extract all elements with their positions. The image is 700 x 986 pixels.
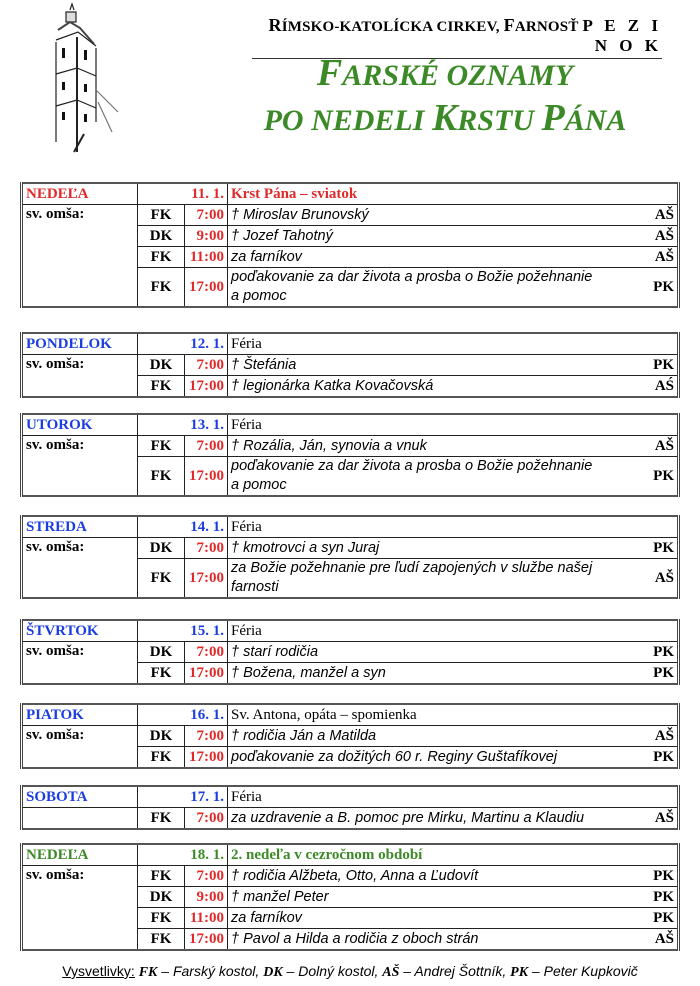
church: FK bbox=[138, 268, 185, 308]
mass-time: 11:00 bbox=[185, 247, 228, 268]
mass-intention: za uzdravenie a B. pomoc pre Mirku, Martinu a Klaudiu bbox=[231, 809, 585, 826]
mass-intention-cell bbox=[228, 538, 679, 559]
mass-label: sv. omša: bbox=[22, 355, 138, 398]
day-header-row bbox=[22, 620, 679, 642]
mass-intention: poďakovanie za dožitých 60 r. Reginy Guštafíkovej bbox=[231, 748, 558, 765]
celebrant: AŠ bbox=[654, 206, 674, 223]
legend-pk-text: – Peter Kupkovič bbox=[528, 963, 638, 979]
legend-dk-text: – Dolný kostol, bbox=[282, 963, 383, 979]
mass-intention-cell bbox=[228, 226, 679, 247]
celebrant: AŚ bbox=[654, 377, 674, 394]
day-date: 15. 1. bbox=[138, 620, 228, 642]
mass-row bbox=[22, 866, 679, 887]
mass-time: 17:00 bbox=[185, 376, 228, 398]
mass-row bbox=[22, 436, 679, 457]
legend-dk: DK bbox=[263, 965, 283, 980]
mass-time: 7:00 bbox=[185, 205, 228, 226]
celebrant: PK bbox=[653, 664, 674, 681]
day-table bbox=[20, 515, 680, 599]
day-table bbox=[20, 413, 680, 497]
mass-row bbox=[22, 355, 679, 376]
mass-intention-cell bbox=[228, 247, 679, 268]
day-date: 12. 1. bbox=[138, 333, 228, 355]
mass-intention-cell bbox=[228, 268, 679, 308]
mass-intention: † Jozef Tahotný bbox=[231, 227, 333, 244]
day-date: 14. 1. bbox=[138, 516, 228, 538]
org-town: P E Z I N O K bbox=[582, 16, 662, 55]
mass-time: 9:00 bbox=[185, 887, 228, 908]
celebrant: PK bbox=[653, 888, 674, 905]
title-line2-c: ÁNA bbox=[564, 104, 627, 137]
mass-time: 7:00 bbox=[185, 726, 228, 747]
mass-intention-cell bbox=[228, 205, 679, 226]
mass-intention-cell bbox=[228, 457, 679, 497]
mass-row bbox=[22, 726, 679, 747]
celebrant: PK bbox=[653, 643, 674, 660]
celebrant: AŠ bbox=[654, 930, 674, 947]
legend-fk: FK bbox=[138, 965, 158, 980]
mass-intention-cell bbox=[228, 887, 679, 908]
mass-intention: † Božena, manžel a syn bbox=[231, 664, 386, 681]
mass-time: 17:00 bbox=[185, 268, 228, 308]
celebrant: PK bbox=[653, 467, 674, 484]
church: FK bbox=[138, 376, 185, 398]
mass-label: sv. omša: bbox=[22, 642, 138, 685]
day-table bbox=[20, 785, 680, 830]
church: FK bbox=[138, 866, 185, 887]
legend bbox=[0, 963, 700, 981]
liturgical-day: Féria bbox=[228, 333, 679, 355]
mass-intention: poďakovanie za dar života a prosba o Božie požehnanie a pomoc bbox=[231, 269, 593, 304]
mass-time: 17:00 bbox=[185, 747, 228, 769]
day-table bbox=[20, 332, 680, 398]
day-header-row bbox=[22, 786, 679, 808]
church: FK bbox=[138, 808, 185, 830]
org-name-part1: ÍMSKO-KATOLÍCKA CIRKEV, bbox=[281, 19, 504, 35]
mass-label: sv. omša: bbox=[22, 866, 138, 951]
mass-intention-cell bbox=[228, 559, 679, 599]
mass-intention: † Miroslav Brunovský bbox=[231, 206, 369, 223]
mass-time: 11:00 bbox=[185, 908, 228, 929]
mass-intention: † Štefánia bbox=[231, 356, 297, 373]
church: FK bbox=[138, 436, 185, 457]
celebrant: PK bbox=[653, 748, 674, 765]
mass-intention-cell bbox=[228, 908, 679, 929]
liturgical-day: Féria bbox=[228, 414, 679, 436]
mass-row bbox=[22, 538, 679, 559]
day-name: STREDA bbox=[22, 516, 138, 538]
liturgical-day: Sv. Antona, opáta – spomienka bbox=[228, 704, 679, 726]
page-title bbox=[230, 52, 660, 142]
title-cap-p: P bbox=[541, 97, 565, 139]
org-initial-f: F bbox=[503, 15, 515, 35]
mass-intention: † Rozália, Ján, synovia a vnuk bbox=[231, 437, 427, 454]
mass-row bbox=[22, 642, 679, 663]
mass-intention: † kmotrovci a syn Juraj bbox=[231, 539, 380, 556]
day-date: 11. 1. bbox=[138, 183, 228, 205]
day-name: SOBOTA bbox=[22, 786, 138, 808]
mass-intention: † starí rodičia bbox=[231, 643, 319, 660]
org-initial-r: R bbox=[268, 15, 282, 35]
day-name: NEDEĽA bbox=[22, 844, 138, 866]
church: DK bbox=[138, 887, 185, 908]
liturgical-day: Féria bbox=[228, 786, 679, 808]
day-table bbox=[20, 619, 680, 685]
day-name: PONDELOK bbox=[22, 333, 138, 355]
mass-label bbox=[22, 808, 138, 830]
mass-intention: † Pavol a Hilda a rodičia z oboch strán bbox=[231, 930, 479, 947]
celebrant: PK bbox=[653, 356, 674, 373]
day-name: UTOROK bbox=[22, 414, 138, 436]
liturgical-day: Krst Pána – sviatok bbox=[228, 183, 679, 205]
title-line1: ARSKÉ OZNAMY bbox=[342, 59, 574, 92]
day-header-row bbox=[22, 183, 679, 205]
legend-fk-text: – Farský kostol, bbox=[157, 963, 264, 979]
church: DK bbox=[138, 726, 185, 747]
mass-intention: za farníkov bbox=[231, 248, 302, 265]
day-table bbox=[20, 843, 680, 951]
celebrant: PK bbox=[653, 278, 674, 295]
legend-as: AŠ bbox=[382, 965, 400, 980]
mass-label: sv. omša: bbox=[22, 726, 138, 769]
day-date: 16. 1. bbox=[138, 704, 228, 726]
church: FK bbox=[138, 747, 185, 769]
celebrant: AŠ bbox=[654, 437, 674, 454]
church: FK bbox=[138, 559, 185, 599]
church: FK bbox=[138, 663, 185, 685]
mass-time: 17:00 bbox=[185, 457, 228, 497]
mass-label: sv. omša: bbox=[22, 436, 138, 497]
mass-row bbox=[22, 205, 679, 226]
day-date: 17. 1. bbox=[138, 786, 228, 808]
mass-intention: poďakovanie za dar života a prosba o Božie požehnanie a pomoc bbox=[231, 458, 593, 493]
mass-intention-cell bbox=[228, 436, 679, 457]
mass-intention-cell bbox=[228, 929, 679, 951]
legend-as-text: – Andrej Šottník, bbox=[399, 963, 511, 979]
mass-intention-cell bbox=[228, 642, 679, 663]
day-date: 13. 1. bbox=[138, 414, 228, 436]
celebrant: PK bbox=[653, 909, 674, 926]
church: DK bbox=[138, 226, 185, 247]
day-header-row bbox=[22, 844, 679, 866]
church: FK bbox=[138, 247, 185, 268]
title-line2-b: RSTU bbox=[457, 104, 542, 137]
mass-time: 17:00 bbox=[185, 663, 228, 685]
day-header-row bbox=[22, 516, 679, 538]
mass-time: 7:00 bbox=[185, 642, 228, 663]
day-header-row bbox=[22, 333, 679, 355]
mass-label: sv. omša: bbox=[22, 205, 138, 308]
church: FK bbox=[138, 457, 185, 497]
mass-time: 17:00 bbox=[185, 559, 228, 599]
day-name: PIATOK bbox=[22, 704, 138, 726]
celebrant: AŠ bbox=[654, 227, 674, 244]
church: FK bbox=[138, 908, 185, 929]
mass-time: 7:00 bbox=[185, 866, 228, 887]
mass-intention-cell bbox=[228, 376, 679, 398]
org-name-part2: ARNOSŤ bbox=[514, 19, 579, 35]
mass-time: 9:00 bbox=[185, 226, 228, 247]
celebrant: PK bbox=[653, 539, 674, 556]
mass-time: 7:00 bbox=[185, 538, 228, 559]
day-table bbox=[20, 182, 680, 308]
church: FK bbox=[138, 205, 185, 226]
mass-intention: za farníkov bbox=[231, 909, 302, 926]
mass-intention-cell bbox=[228, 866, 679, 887]
day-date: 18. 1. bbox=[138, 844, 228, 866]
day-header-row bbox=[22, 704, 679, 726]
mass-intention-cell bbox=[228, 355, 679, 376]
title-cap-f: F bbox=[316, 52, 343, 94]
church: DK bbox=[138, 538, 185, 559]
church: FK bbox=[138, 929, 185, 951]
legend-title: Vysvetlivky: bbox=[62, 963, 135, 979]
celebrant: AŠ bbox=[654, 569, 674, 586]
mass-intention: za Božie požehnanie pre ľudí zapojených v službe našej farnosti bbox=[231, 560, 593, 595]
celebrant: PK bbox=[653, 867, 674, 884]
church-tower-logo bbox=[22, 2, 122, 162]
celebrant: AŠ bbox=[654, 727, 674, 744]
celebrant: AŠ bbox=[654, 809, 674, 826]
title-line2-a: PO NEDELI bbox=[263, 104, 432, 137]
mass-time: 7:00 bbox=[185, 355, 228, 376]
mass-intention: † manžel Peter bbox=[231, 888, 329, 905]
mass-time: 7:00 bbox=[185, 808, 228, 830]
church: DK bbox=[138, 355, 185, 376]
day-name: ŠTVRTOK bbox=[22, 620, 138, 642]
liturgical-day: Féria bbox=[228, 620, 679, 642]
mass-intention-cell bbox=[228, 663, 679, 685]
liturgical-day: 2. nedeľa v cezročnom období bbox=[228, 844, 679, 866]
mass-intention: † rodičia Alžbeta, Otto, Anna a Ľudovít bbox=[231, 867, 479, 884]
liturgical-day: Féria bbox=[228, 516, 679, 538]
church: DK bbox=[138, 642, 185, 663]
title-cap-k: K bbox=[431, 97, 458, 139]
day-header-row bbox=[22, 414, 679, 436]
mass-time: 7:00 bbox=[185, 436, 228, 457]
mass-time: 17:00 bbox=[185, 929, 228, 951]
mass-intention-cell bbox=[228, 808, 679, 830]
mass-intention: † legionárka Katka Kovačovská bbox=[231, 377, 434, 394]
mass-intention: † rodičia Ján a Matilda bbox=[231, 727, 377, 744]
legend-pk: PK bbox=[510, 965, 529, 980]
mass-intention-cell bbox=[228, 726, 679, 747]
celebrant: AŠ bbox=[654, 248, 674, 265]
day-name: NEDEĽA bbox=[22, 183, 138, 205]
day-table bbox=[20, 703, 680, 769]
mass-label: sv. omša: bbox=[22, 538, 138, 599]
mass-intention-cell bbox=[228, 747, 679, 769]
mass-row bbox=[22, 808, 679, 830]
